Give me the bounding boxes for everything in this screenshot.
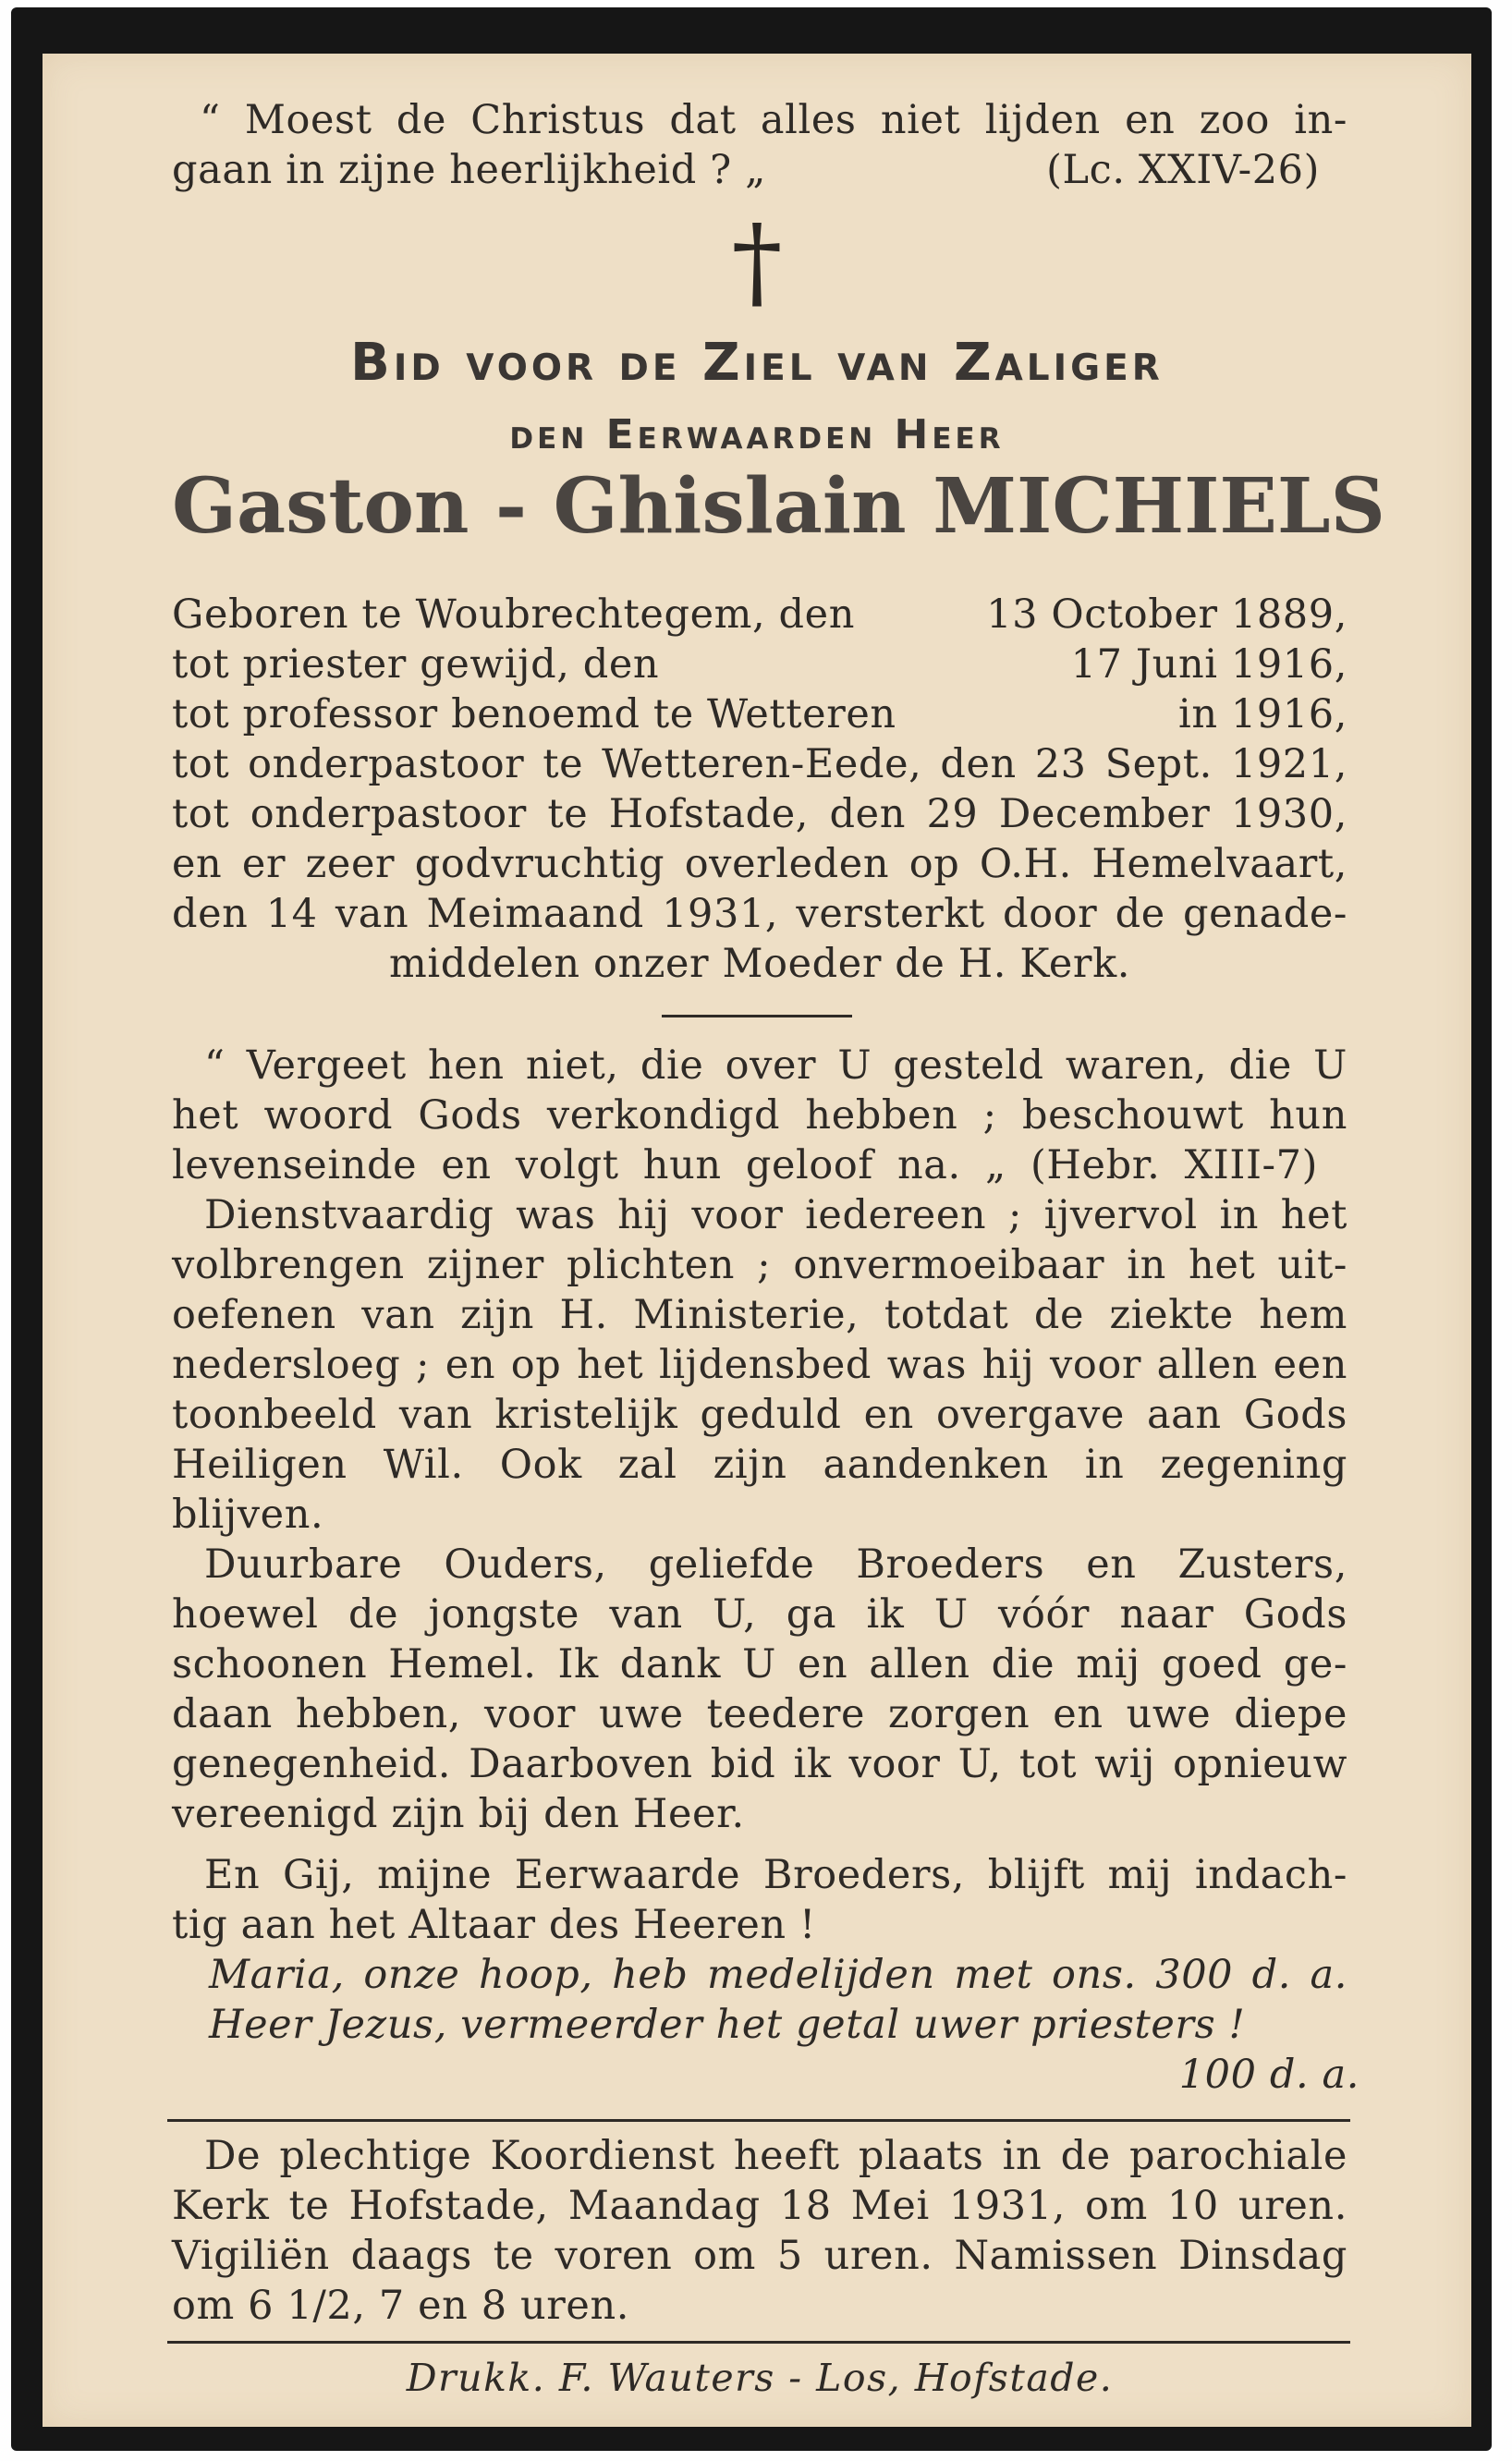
bio-row-event: tot priester gewijd, den xyxy=(172,641,660,688)
bio-line: middelen onzer Moeder de H. Kerk. xyxy=(388,941,1131,987)
bio-line: den 14 van Meimaand 1931, versterkt door de genade- xyxy=(172,891,1347,937)
memorial-card xyxy=(11,7,1492,2451)
paragraph-line: hoewel de jongste van U, ga ik U vóór naar Gods xyxy=(172,1591,1347,1638)
paragraph-line: schoonen Hemel. Ik dank U en allen die mij goed ge- xyxy=(172,1641,1347,1687)
service-line: Vigiliën daags te voren om 5 uren. Namissen Dinsdag xyxy=(172,2233,1347,2279)
bio-row xyxy=(172,590,1347,640)
prayer-line: Heer Jezus, vermeerder het getal uwer priesters ! xyxy=(209,2002,1246,2048)
bio-row-date: in 1916, xyxy=(1177,691,1347,737)
bio-row xyxy=(172,689,1347,739)
card-paper xyxy=(43,54,1471,2427)
bio-row-event: tot professor benoemd te Wetteren xyxy=(172,691,896,737)
bio-row-event: Geboren te Woubrechtegem, den xyxy=(172,591,856,638)
divider-short xyxy=(662,1015,852,1017)
deceased-name: Gaston - Ghislain MICHIELS xyxy=(172,462,1385,551)
heading-pray-for-soul: Bid voor de Ziel van Zaliger xyxy=(350,333,1164,393)
paragraph-line: nedersloeg ; en op het lijdensbed was hij voor allen een xyxy=(172,1342,1347,1388)
paragraph-line: genegenheid. Daarboven bid ik voor U, tot wij opnieuw xyxy=(172,1741,1347,1787)
quote-scripture-line: levenseinde en volgt hun geloof na. „ (Hebr. XIII-7) xyxy=(172,1142,1318,1188)
quote-scripture-line: “ Vergeet hen niet, die over U gesteld waren, die U xyxy=(204,1042,1347,1089)
bio-row-date: 17 Juni 1916, xyxy=(1070,641,1347,688)
bio-line: en er zeer godvruchtig overleden op O.H. Hemelvaart, xyxy=(172,841,1347,887)
paragraph-line: blijven. xyxy=(172,1492,324,1538)
paragraph-line: Dienstvaardig was hij voor iedereen ; ijvervol in het xyxy=(204,1192,1347,1238)
divider-long xyxy=(167,2119,1350,2122)
paragraph-line: Duurbare Ouders, geliefde Broeders en Zusters, xyxy=(204,1541,1347,1588)
service-line: De plechtige Koordienst heeft plaats in de parochiale xyxy=(204,2133,1347,2179)
quote-top-line-2 xyxy=(172,145,1347,195)
printer-credit: Drukk. F. Wauters - Los, Hofstade. xyxy=(406,2356,1114,2400)
quote-top-line-1: “ Moest de Christus dat alles niet lijden en zoo in- xyxy=(200,97,1347,143)
paragraph-line: daan hebben, voor uwe teedere zorgen en uwe diepe xyxy=(172,1691,1347,1737)
service-line: om 6 1/2, 7 en 8 uren. xyxy=(172,2283,630,2329)
quote-top-reference: (Lc. XXIV-26) xyxy=(1046,147,1320,193)
bio-row-date: 13 October 1889, xyxy=(986,591,1347,638)
divider-long xyxy=(167,2341,1350,2344)
paragraph-line: toonbeeld van kristelijk geduld en overgave aan Gods xyxy=(172,1392,1347,1438)
paragraph-line: oefenen van zijn H. Ministerie, totdat de ziekte hem xyxy=(172,1292,1347,1338)
quote-top-text: gaan in zijne heerlijkheid ? „ xyxy=(172,147,766,193)
service-line: Kerk te Hofstade, Maandag 18 Mei 1931, om 10 uren. xyxy=(172,2183,1347,2229)
paragraph-line: volbrengen zijner plichten ; onvermoeibaar in het uit- xyxy=(172,1242,1347,1288)
bio-line: tot onderpastoor te Hofstade, den 29 December 1930, xyxy=(172,791,1347,837)
prayer-line: Maria, onze hoop, heb medelijden met ons. 300 d. a. xyxy=(209,1952,1347,1998)
heading-title: den Eerwaarden Heer xyxy=(509,411,1005,458)
bio-row xyxy=(172,640,1347,689)
paragraph-line: vereenigd zijn bij den Heer. xyxy=(172,1791,745,1837)
cross-icon: † xyxy=(731,202,783,321)
paragraph-line: En Gij, mijne Eerwaarde Broeders, blijft mij indach- xyxy=(204,1852,1347,1898)
prayer-indulgence: 100 d. a. xyxy=(1178,2052,1360,2098)
paragraph-line: tig aan het Altaar des Heeren ! xyxy=(172,1902,816,1948)
bio-line: tot onderpastoor te Wetteren-Eede, den 23 Sept. 1921, xyxy=(172,741,1347,787)
paragraph-line: Heiligen Wil. Ook zal zijn aandenken in zegening xyxy=(172,1442,1347,1488)
quote-scripture-line: het woord Gods verkondigd hebben ; beschouwt hun xyxy=(172,1092,1347,1139)
